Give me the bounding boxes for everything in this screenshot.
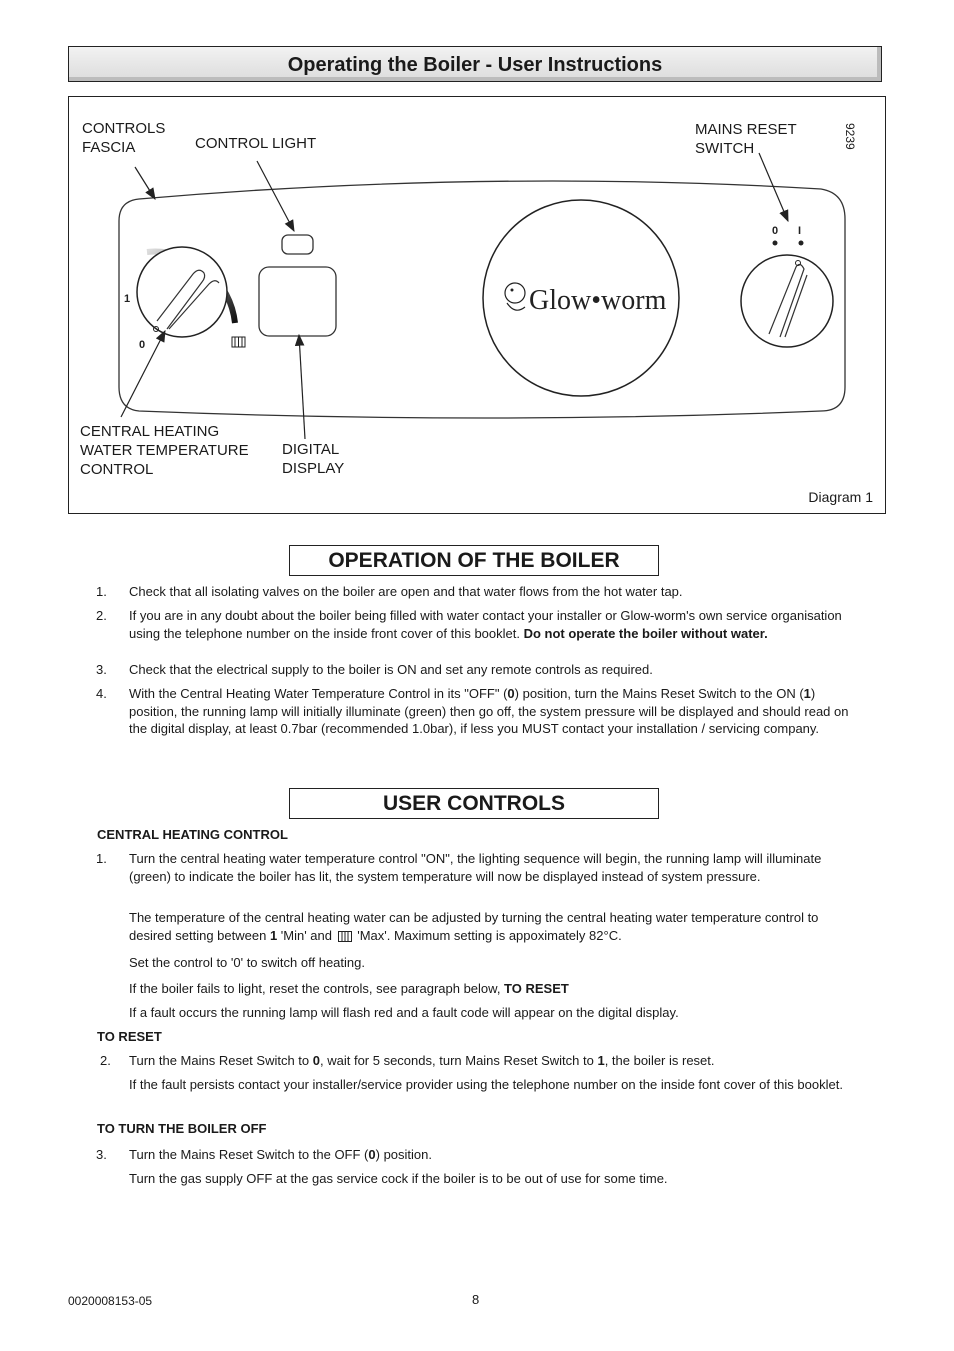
document-code: 0020008153-05 [68,1294,153,1308]
page-title: Operating the Boiler - User Instructions [287,54,663,76]
page-banner [68,46,882,82]
item-number: 1. [96,851,107,866]
turn-off-step-3: Turn the Mains Reset Switch to the OFF (0) position. [129,1147,432,1162]
light-leader [257,161,294,231]
label-control-light: CONTROL LIGHT [195,135,317,152]
glow-worm-logo [505,283,667,316]
operation-step-1: Check that all isolating valves on the boiler are open and that water flows from the hot water tap. [129,584,683,599]
ch-step-1: Turn the central heating water temperature control "ON", the lighting sequence will begin, the running lamp will illuminate (green) to indicate the boiler has lit, the system temperature will now be displayed instead of system pressure. [129,851,822,884]
set-off-text: Set the control to '0' to switch off heating. [129,955,365,970]
temperature-adjust-text: The temperature of the central heating water can be adjusted by turning the central heating water temperature control to desired setting between 1 'Min' and 'Max'. Maximum setting is appoximately 82°C. [129,910,819,943]
controls-diagram [68,96,886,514]
label-controls-fascia: CONTROLS FASCIA [82,120,166,156]
reset-step-2: Turn the Mains Reset Switch to 0, wait for 5 seconds, turn Mains Reset Switch to 1, the boiler is reset. [129,1053,715,1068]
diagram-caption: Diagram 1 [808,489,873,505]
digital-display [259,267,336,336]
gas-off-text: Turn the gas supply OFF at the gas service cock if the boiler is to be out of use for some time. [129,1171,668,1186]
fault-text: If a fault occurs the running lamp will flash red and a fault code will appear on the digital display. [129,1005,679,1020]
operation-step-3: Check that the electrical supply to the boiler is ON and set any remote controls as required. [129,662,653,677]
label-mains-reset-switch: MAINS RESET SWITCH [695,121,797,157]
item-number: 4. [96,686,107,701]
operation-section-title: OPERATION OF THE BOILER [289,545,659,576]
radiator-icon [338,931,352,942]
temperature-dial [137,247,227,337]
figure-reference: 9239 [843,123,857,150]
switch-off-mark: 0 [772,225,779,237]
svg-text:Glow•worm: Glow•worm [529,285,667,316]
operation-step-2: If you are in any doubt about the boiler being filled with water contact your installer or Glow-worm's own service organisation using the telephone number on the inside front cover of this booklet. Do not operate the boiler without water. [129,608,842,641]
item-number: 3. [96,1147,107,1162]
user-controls-section-title: USER CONTROLS [289,788,659,819]
dial-off-mark: 0 [139,339,146,351]
item-number: 2. [100,1053,111,1068]
item-number: 2. [96,608,107,623]
central-heating-heading: CENTRAL HEATING CONTROL [97,827,288,842]
label-ch-temperature-control: CENTRAL HEATING WATER TEMPERATURE CONTROL [80,423,249,478]
item-number: 1. [96,584,107,599]
dial-min-mark: 1 [124,293,131,305]
label-digital-display: DIGITAL DISPLAY [282,441,345,477]
to-reset-heading: TO RESET [97,1029,162,1044]
page-number: 8 [472,1292,480,1307]
radiator-icon [232,337,245,347]
turn-off-heading: TO TURN THE BOILER OFF [97,1121,267,1136]
fault-persists-text: If the fault persists contact your installer/service provider using the telephone number on the inside font cover of this booklet. [129,1077,843,1092]
display-leader [299,335,305,439]
mains-reset-switch [741,255,833,347]
fail-to-light-text: If the boiler fails to light, reset the controls, see paragraph below, TO RESET [129,981,569,996]
operation-step-4: With the Central Heating Water Temperature Control in its "OFF" (0) position, turn the Mains Reset Switch to the ON (1) position, the running lamp will initially illuminate (green) then go off, the system pressure will be displayed and should read on the digital display, at least 0.7bar (recommended 1.0bar), if less you MUST contact your installation / servicing company. [129,686,849,736]
control-light [282,235,313,254]
item-number: 3. [96,662,107,677]
switch-on-mark: I [798,225,802,237]
fascia-leader [135,167,155,199]
